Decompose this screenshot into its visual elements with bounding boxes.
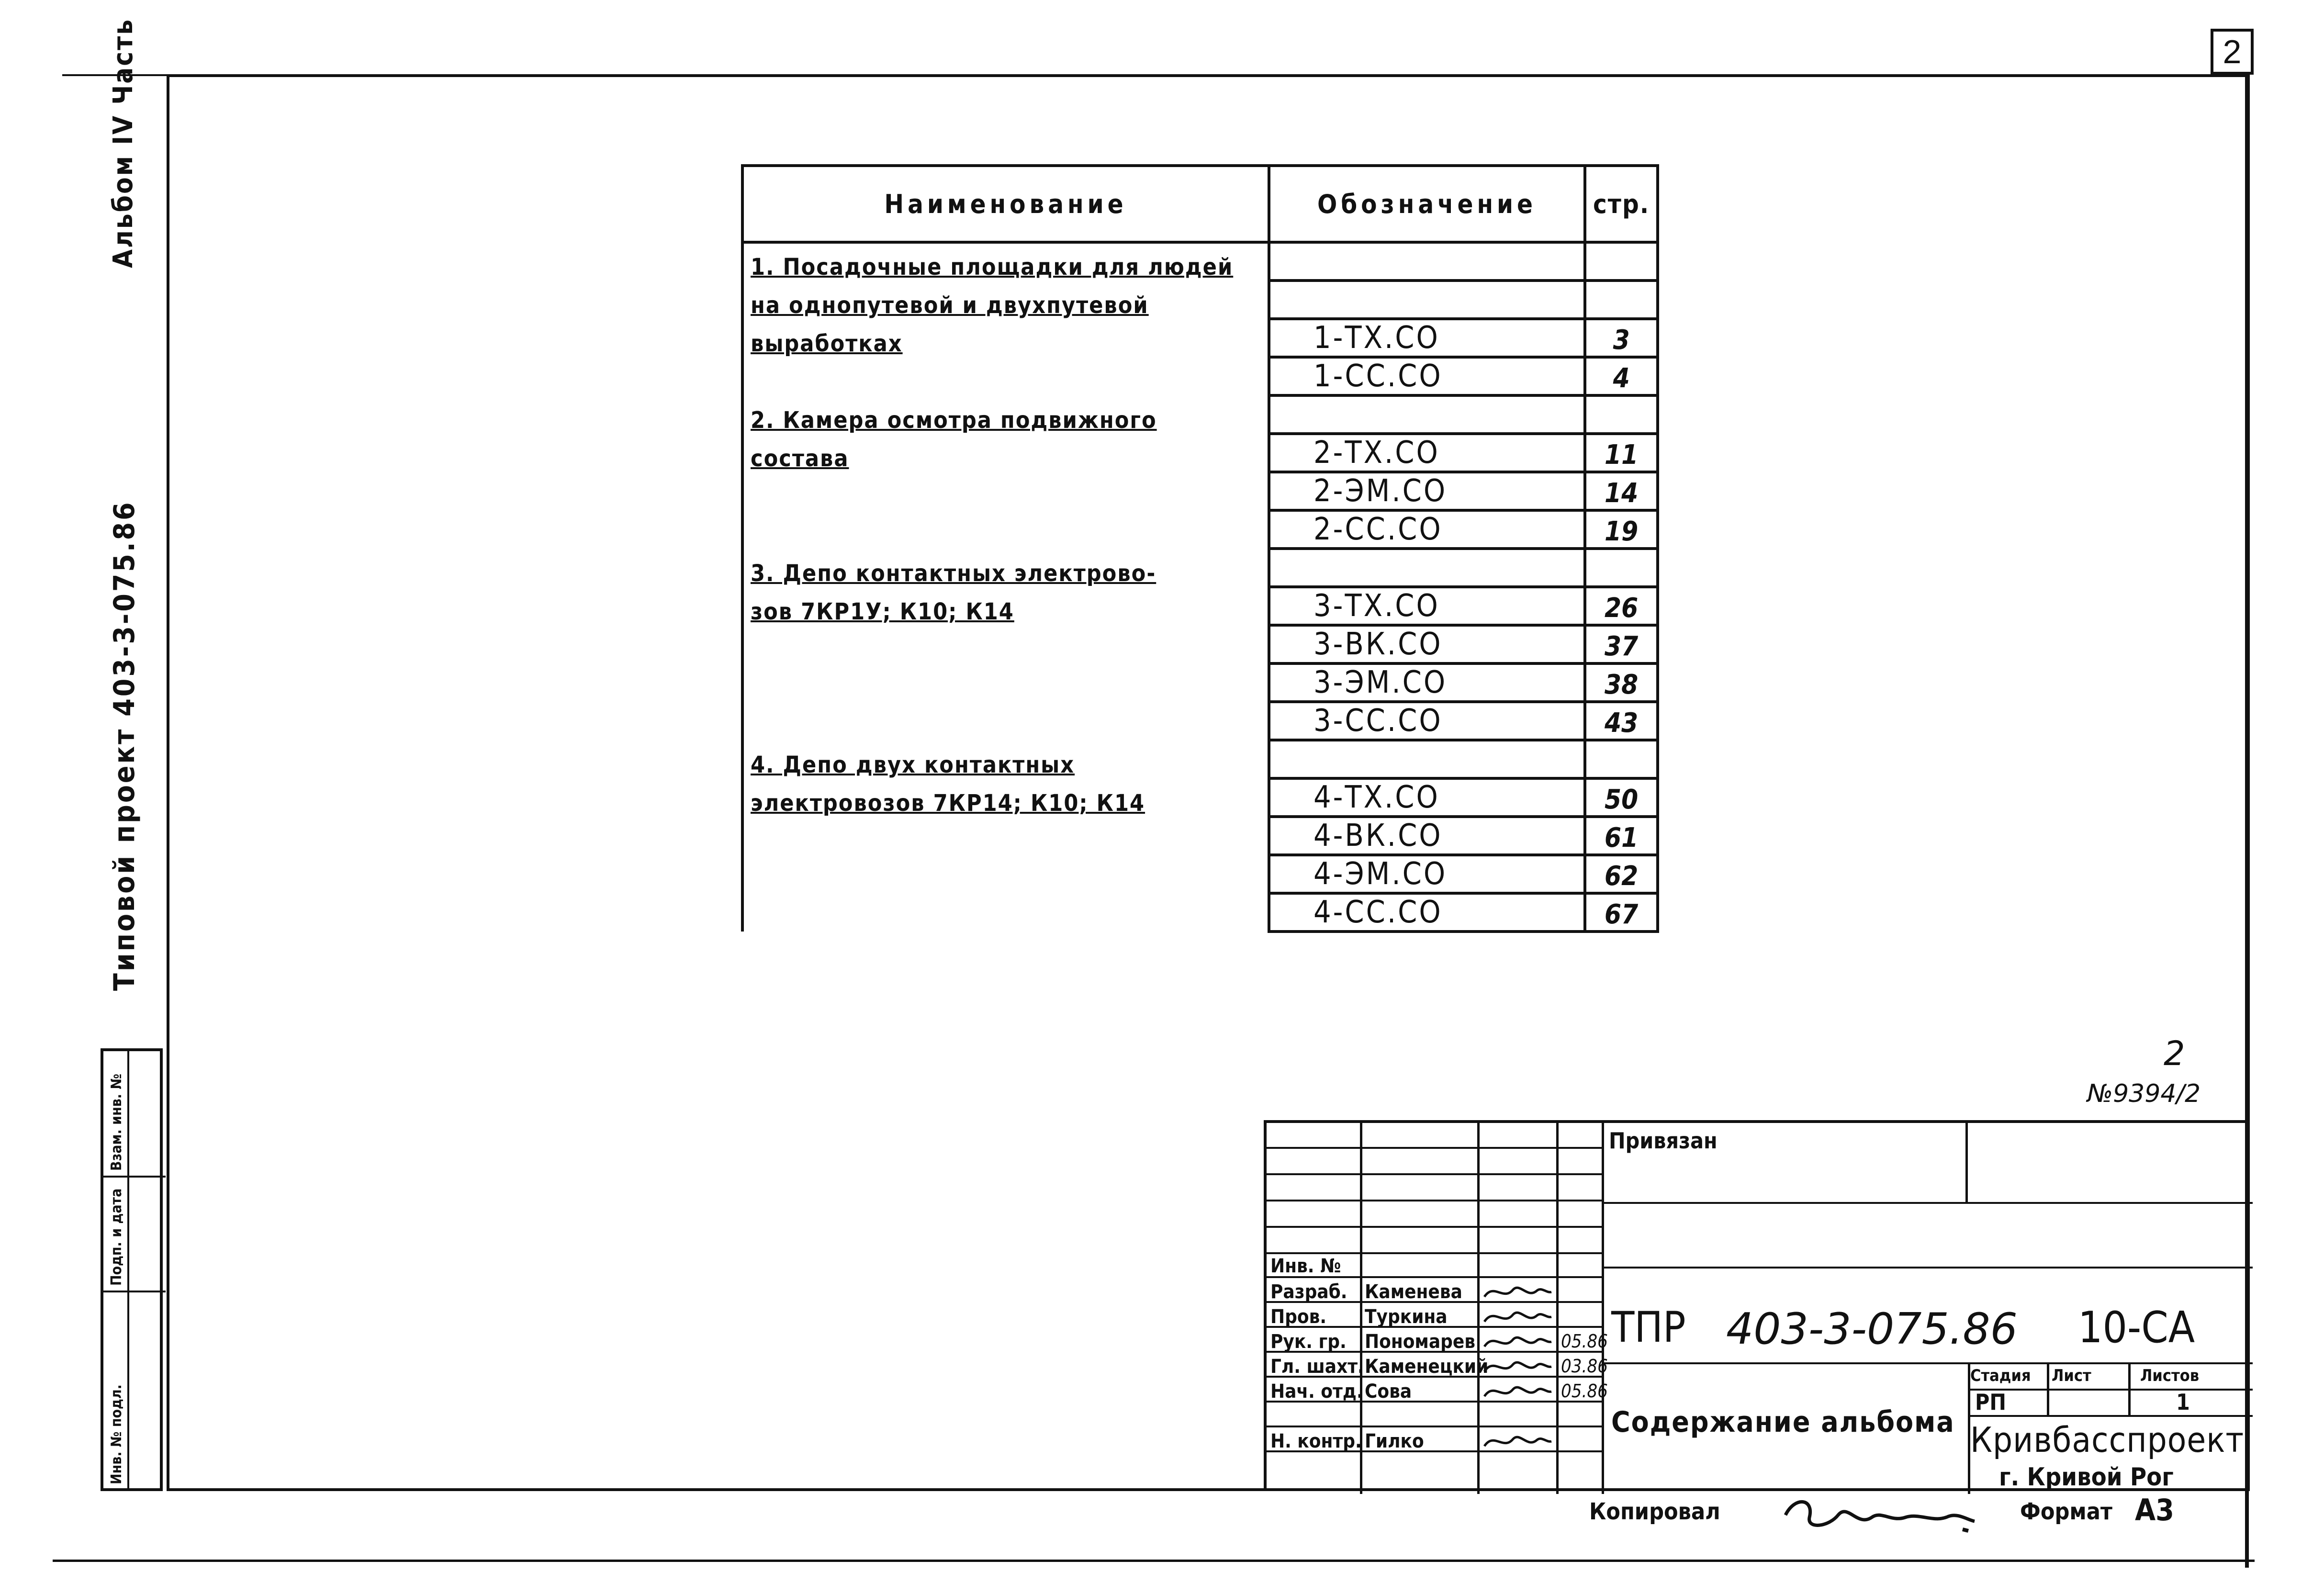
inv-label: Инв. № <box>1270 1255 1341 1277</box>
contents-row <box>742 740 1658 778</box>
row-page: 19 <box>1585 510 1658 549</box>
row-name: состава <box>742 434 1269 472</box>
row-code: 4-СС.СО <box>1269 893 1585 932</box>
header-code: Обозначение <box>1269 166 1585 242</box>
row-page <box>1585 242 1658 281</box>
role-person: Туркина <box>1365 1306 1448 1328</box>
signature <box>1482 1380 1554 1403</box>
row-page: 37 <box>1585 625 1658 663</box>
row-name: 4. Депо двух контактных <box>742 740 1269 778</box>
role-person: Каменева <box>1365 1281 1462 1303</box>
bound-label: Привязан <box>1609 1128 1718 1154</box>
doc-code: 10-СА <box>2078 1302 2195 1353</box>
role-label: Пров. <box>1270 1306 1327 1328</box>
row-code: 3-ТХ.СО <box>1269 587 1585 625</box>
contents-row <box>742 855 1658 893</box>
left-stamp-strip <box>101 1048 163 1491</box>
role-label: Нач. отд. <box>1270 1381 1363 1403</box>
contents-table <box>741 164 1659 933</box>
stamp-label-replace: Взам. инв. № <box>108 1074 125 1171</box>
role-person: Каменецкий <box>1365 1356 1489 1378</box>
role-label: Гл. шахт. <box>1270 1356 1364 1378</box>
contents-row <box>742 893 1658 932</box>
copied-label: Копировал <box>1589 1498 1720 1525</box>
row-page: 3 <box>1585 319 1658 357</box>
row-name <box>742 817 1269 855</box>
role-date: 03.86 <box>1561 1356 1608 1377</box>
row-name <box>742 472 1269 510</box>
row-code: 3-ВК.СО <box>1269 625 1585 663</box>
title-block <box>1264 1120 2250 1491</box>
row-page: 38 <box>1585 663 1658 702</box>
role-person: Пономарев <box>1365 1331 1476 1353</box>
sheet-label: Лист <box>2052 1366 2091 1385</box>
header-page: стр. <box>1585 166 1658 242</box>
doc-title: Содержание альбома <box>1611 1405 1955 1439</box>
contents-row <box>742 587 1658 625</box>
stamp-number-bottom: №9394/2 <box>2087 1079 2201 1108</box>
stage-label: Стадия <box>1970 1366 2031 1385</box>
contents-row <box>742 395 1658 434</box>
copier-signature <box>1781 1493 1982 1537</box>
row-name: 1. Посадочные площадки для людей <box>742 242 1269 281</box>
row-name <box>742 893 1269 932</box>
row-code: 1-СС.СО <box>1269 357 1585 395</box>
stamp-number-top: 2 <box>2164 1034 2185 1073</box>
signature <box>1482 1355 1554 1379</box>
side-album-label: Альбом IV Часть <box>108 18 139 268</box>
row-name <box>742 625 1269 663</box>
header-name: Наименование <box>742 166 1269 242</box>
row-page: 50 <box>1585 778 1658 817</box>
side-project-label: Типовой проект 403-3-075.86 <box>108 500 141 991</box>
role-label: Н. контр. <box>1270 1430 1362 1452</box>
row-code: 2-ЭМ.СО <box>1269 472 1585 510</box>
contents-row <box>742 663 1658 702</box>
row-name <box>742 702 1269 740</box>
contents-row <box>742 434 1658 472</box>
sheets-label: Листов <box>2140 1366 2200 1385</box>
row-name: выработках <box>742 319 1269 357</box>
row-page: 62 <box>1585 855 1658 893</box>
stage-value: РП <box>1975 1389 2006 1415</box>
code-prefix: ТПР <box>1611 1302 1686 1352</box>
row-code: 4-ЭМ.СО <box>1269 855 1585 893</box>
role-date: 05.86 <box>1561 1331 1608 1352</box>
signature <box>1482 1330 1554 1354</box>
row-code <box>1269 549 1585 587</box>
contents-row <box>742 778 1658 817</box>
signature <box>1482 1429 1554 1453</box>
role-label: Рук. гр. <box>1270 1331 1347 1353</box>
signature <box>1482 1280 1554 1304</box>
role-date: 05.86 <box>1561 1381 1608 1402</box>
row-page: 11 <box>1585 434 1658 472</box>
stamp-label-sign: Подп. и дата <box>108 1188 125 1286</box>
row-name: на однопутевой и двухпутевой <box>742 281 1269 319</box>
row-page <box>1585 549 1658 587</box>
row-name: 3. Депо контактных электрово- <box>742 549 1269 587</box>
contents-row <box>742 319 1658 357</box>
row-page <box>1585 395 1658 434</box>
row-page <box>1585 281 1658 319</box>
row-code <box>1269 281 1585 319</box>
row-code <box>1269 395 1585 434</box>
sheets-value: 1 <box>2176 1389 2190 1415</box>
row-code <box>1269 740 1585 778</box>
project-code: 403-3-075.86 <box>1726 1304 2018 1354</box>
row-name <box>742 510 1269 549</box>
format-label: Формат <box>2020 1498 2112 1525</box>
row-name <box>742 855 1269 893</box>
row-page: 4 <box>1585 357 1658 395</box>
contents-row <box>742 472 1658 510</box>
row-code: 3-ЭМ.СО <box>1269 663 1585 702</box>
row-page: 43 <box>1585 702 1658 740</box>
contents-row <box>742 702 1658 740</box>
org-city: г. Кривой Рог <box>1999 1463 2174 1492</box>
contents-row <box>742 242 1658 281</box>
row-page: 26 <box>1585 587 1658 625</box>
contents-row <box>742 510 1658 549</box>
row-page: 61 <box>1585 817 1658 855</box>
contents-row <box>742 357 1658 395</box>
stamp-label-inv: Инв. № подл. <box>108 1384 125 1484</box>
role-person: Сова <box>1365 1381 1412 1403</box>
row-page: 67 <box>1585 893 1658 932</box>
row-code: 4-ВК.СО <box>1269 817 1585 855</box>
role-person: Гилко <box>1365 1430 1424 1452</box>
row-name: зов 7КР1У; К10; К14 <box>742 587 1269 625</box>
row-code: 4-ТХ.СО <box>1269 778 1585 817</box>
sheet-number: 2 <box>2211 29 2254 75</box>
contents-row <box>742 281 1658 319</box>
contents-header-row <box>742 166 1658 242</box>
row-name <box>742 663 1269 702</box>
row-code <box>1269 242 1585 281</box>
contents-row <box>742 625 1658 663</box>
row-page: 14 <box>1585 472 1658 510</box>
signature <box>1482 1305 1554 1329</box>
frame-bottom-edge <box>53 1560 2255 1562</box>
row-page <box>1585 740 1658 778</box>
role-label: Разраб. <box>1270 1281 1347 1303</box>
row-name: электровозов 7КР14; К10; К14 <box>742 778 1269 817</box>
row-name <box>742 357 1269 395</box>
row-code: 1-ТХ.СО <box>1269 319 1585 357</box>
contents-row <box>742 817 1658 855</box>
row-code: 2-СС.СО <box>1269 510 1585 549</box>
row-code: 3-СС.СО <box>1269 702 1585 740</box>
row-code: 2-ТХ.СО <box>1269 434 1585 472</box>
contents-row <box>742 549 1658 587</box>
format-value: А3 <box>2135 1493 2174 1527</box>
row-name: 2. Камера осмотра подвижного <box>742 395 1269 434</box>
org-name: Кривбасспроект <box>1970 1420 2245 1460</box>
